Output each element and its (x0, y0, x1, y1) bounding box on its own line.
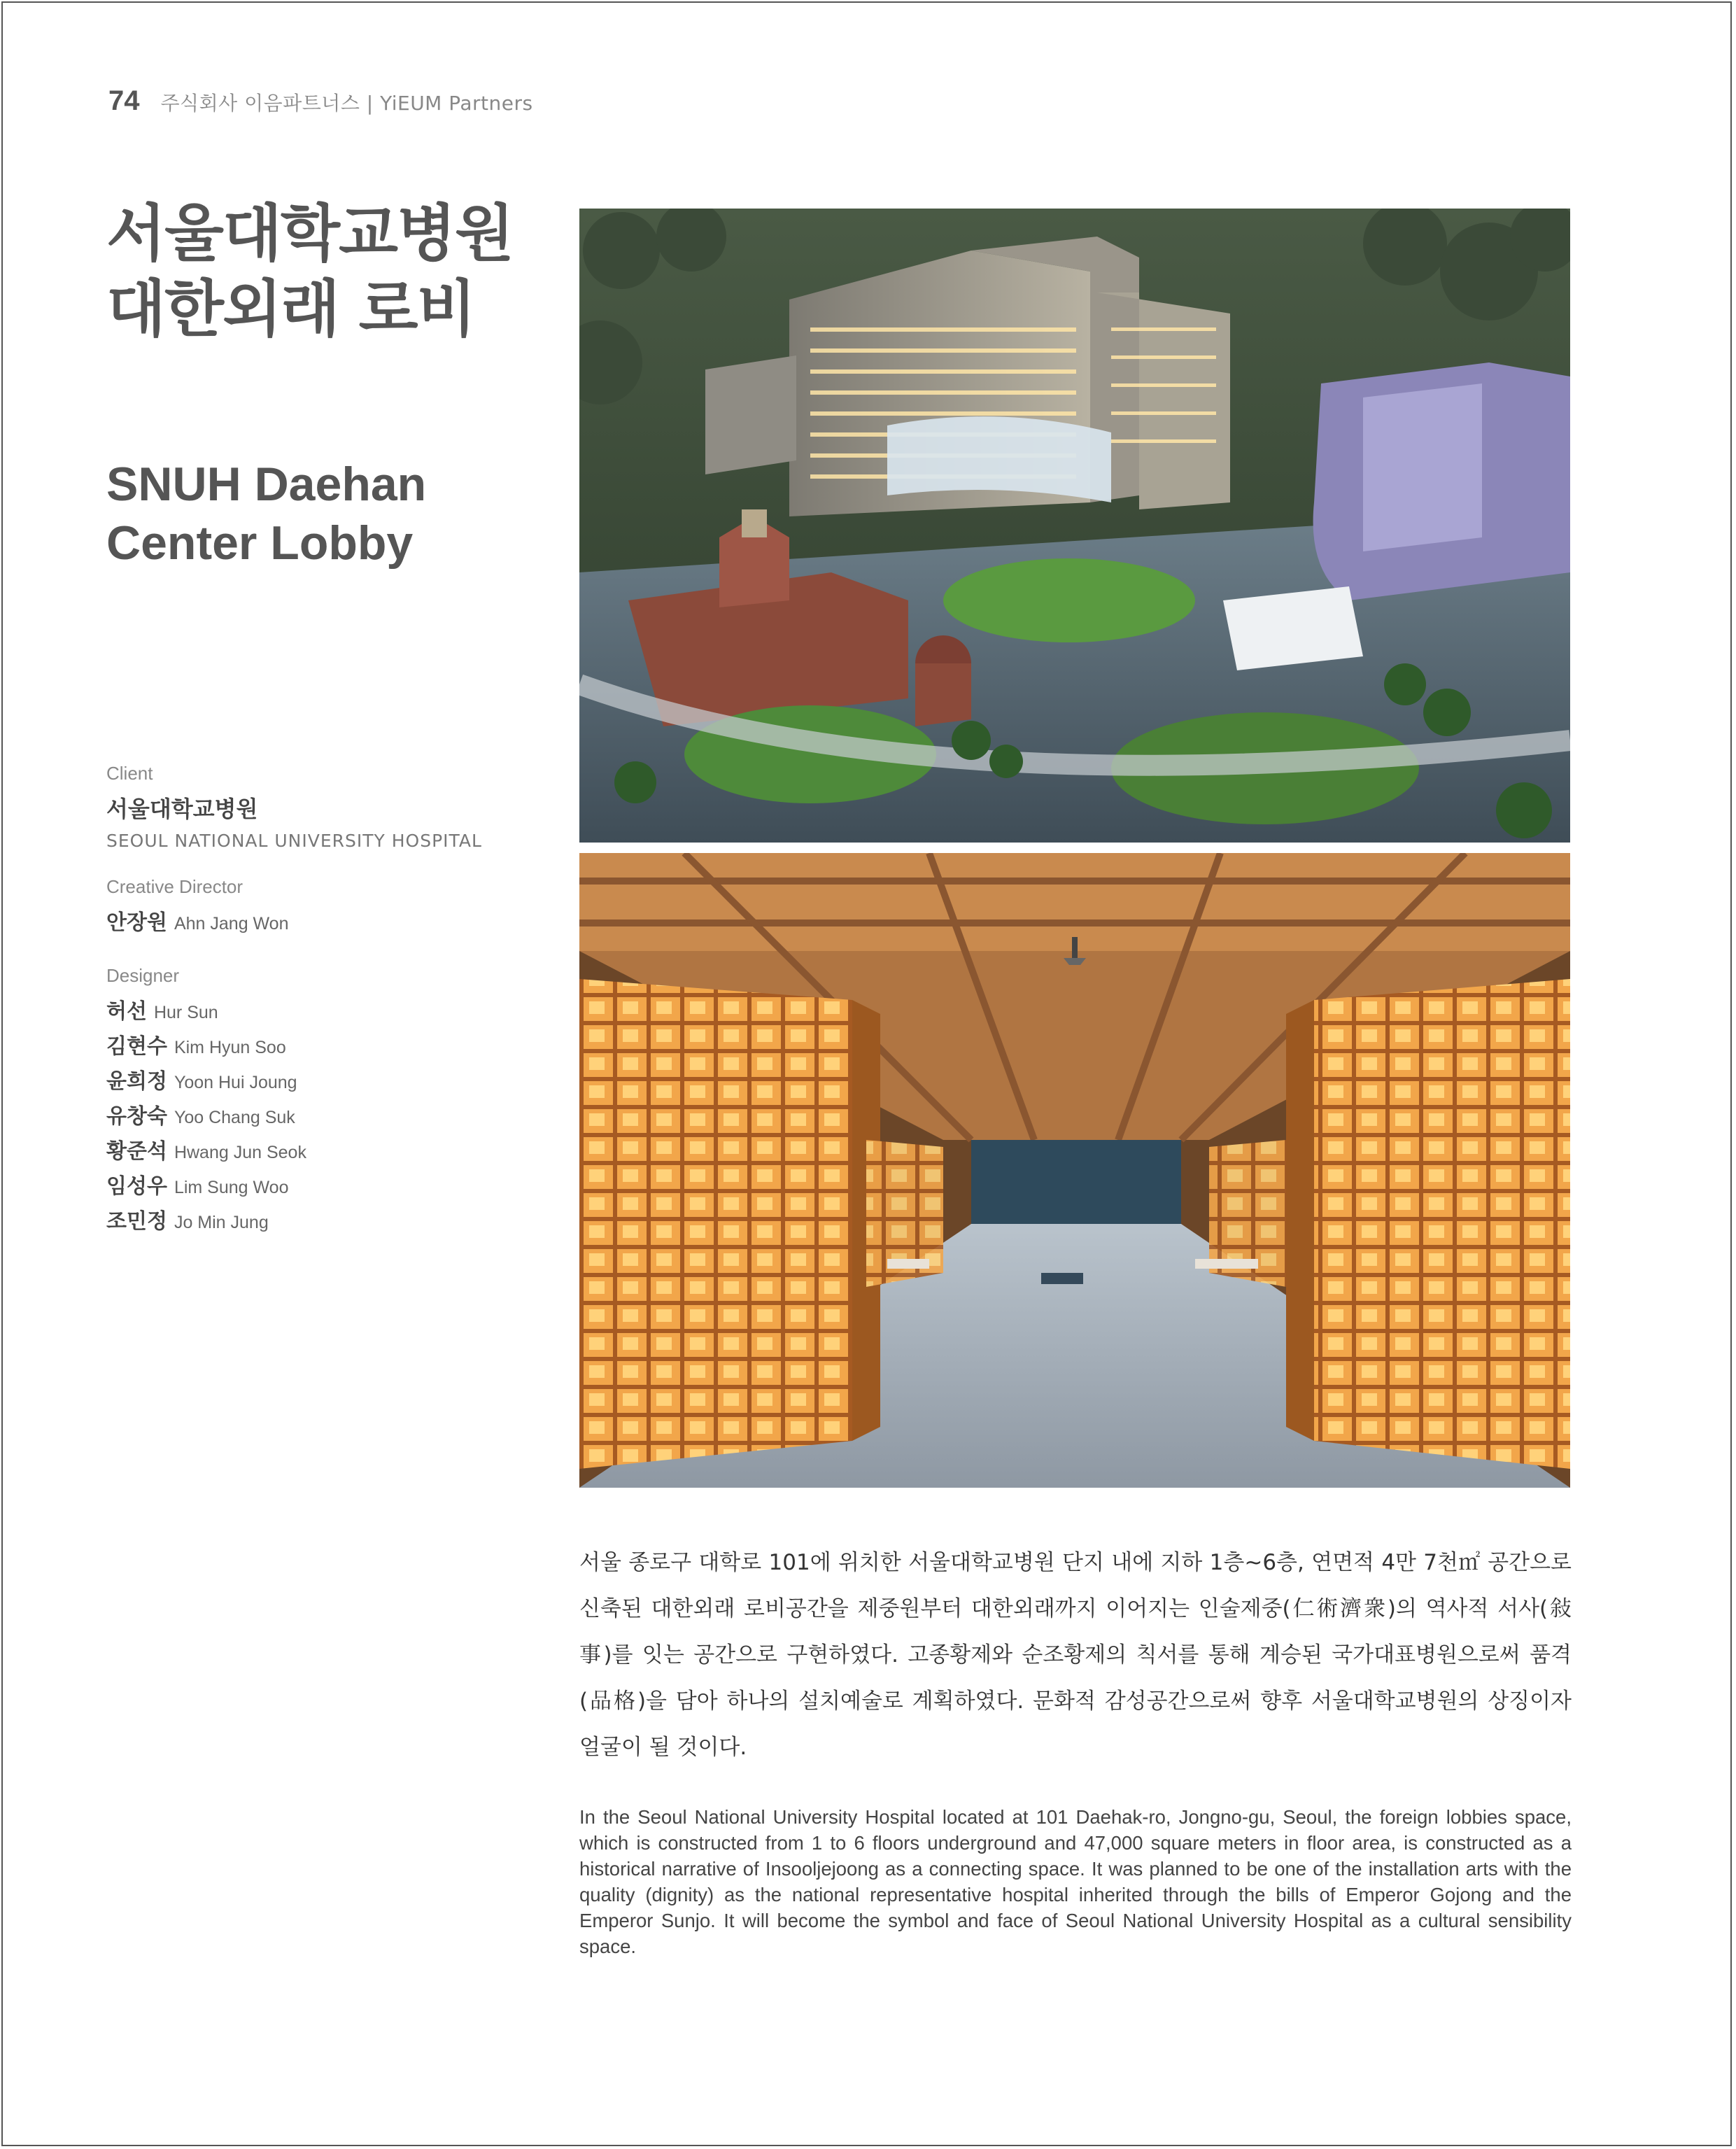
title-korean-line2: 대한외래 로비 (106, 273, 475, 345)
designer-name-english: Yoo Chang Suk (174, 1108, 295, 1127)
director-label: Creative Director (106, 876, 244, 897)
director-name-korean: 안장원 (106, 910, 167, 935)
aerial-hospital-photo (579, 209, 1570, 843)
lobby-interior-photo (579, 853, 1570, 1488)
client-name-english: SEOUL NATIONAL UNIVERSITY HOSPITAL (106, 831, 482, 851)
director-credit (106, 876, 561, 940)
page-header (108, 85, 533, 120)
title-english-line2: Center Lobby (106, 516, 414, 570)
designer-credit (106, 965, 561, 1239)
description-english: In the Seoul National University Hospital located at 101 Daehak-ro, Jongno-gu, Seoul, the foreign lobbies space, which is constructed from 1 to 6 floors underground and 47,000 square meters in floor area, is constructed as a historical narrative of Insooljejoong as a connecting space. It was planned to be one of the installation arts with the quality (dignity) as the national representative hospital inherited through the bills of Emperor Gojong and the Emperor Sunjo. It will become the symbol and face of Seoul National University Hospital as a cultural sensibility space. (579, 1806, 1572, 1957)
designer-name-korean: 황준석 (106, 1139, 167, 1164)
description-korean: 서울 종로구 대학로 101에 위치한 서울대학교병원 단지 내에 지하 1층~6층, 연면적 4만 7천㎡ 공간으로 신축된 대한외래 로비공간을 제중원부터 대한외래까지 이어지는 인술제중(仁術濟衆)의 역사적 서사(敍事)를 잇는 공간으로 구현하였다. 고종황제와 순조황제의 칙서를 통해 계승된 국가대표병원으로써 품격(品格)을 담아 하나의 설치예술로 계획하였다. 문화적 감성공간으로써 향후 서울대학교병원의 상징이자 얼굴이 될 것이다. (579, 1550, 1572, 1760)
designer-row (106, 1204, 561, 1239)
title-korean-line1: 서울대학교병원 (106, 197, 514, 269)
designer-name-english: Lim Sung Woo (174, 1178, 289, 1197)
designer-name-korean: 허선 (106, 999, 147, 1024)
title-english-line1: SNUH Daehan (106, 458, 427, 511)
designer-name-korean: 윤희정 (106, 1069, 167, 1094)
designer-name-korean: 김현수 (106, 1034, 167, 1059)
designer-row (106, 1064, 561, 1099)
director-name-english: Ahn Jang Won (174, 914, 289, 933)
page-number: 74 (108, 85, 140, 116)
designer-name-english: Kim Hyun Soo (174, 1038, 286, 1057)
designer-name-korean: 임성우 (106, 1174, 167, 1199)
designer-label: Designer (106, 965, 180, 986)
designer-name-english: Hwang Jun Seok (174, 1143, 306, 1162)
credits (106, 763, 561, 1264)
designer-row (106, 1169, 561, 1204)
designer-name-korean: 조민정 (106, 1209, 167, 1234)
director-row (106, 905, 561, 940)
client-credit (106, 763, 561, 851)
designer-name-korean: 유창숙 (106, 1104, 167, 1129)
title-korean (106, 196, 554, 347)
designer-row (106, 1099, 561, 1134)
designer-name-english: Jo Min Jung (174, 1213, 269, 1232)
designer-name-english: Yoon Hui Joung (174, 1073, 297, 1092)
designer-row (106, 1029, 561, 1064)
designer-name-english: Hur Sun (153, 1003, 218, 1022)
client-name-korean: 서울대학교병원 (106, 796, 258, 822)
client-label: Client (106, 763, 153, 784)
title-english (106, 455, 554, 572)
designer-row (106, 1134, 561, 1169)
publisher-name: 주식회사 이음파트너스 | YiEUM Partners (160, 92, 533, 115)
designer-row (106, 994, 561, 1029)
